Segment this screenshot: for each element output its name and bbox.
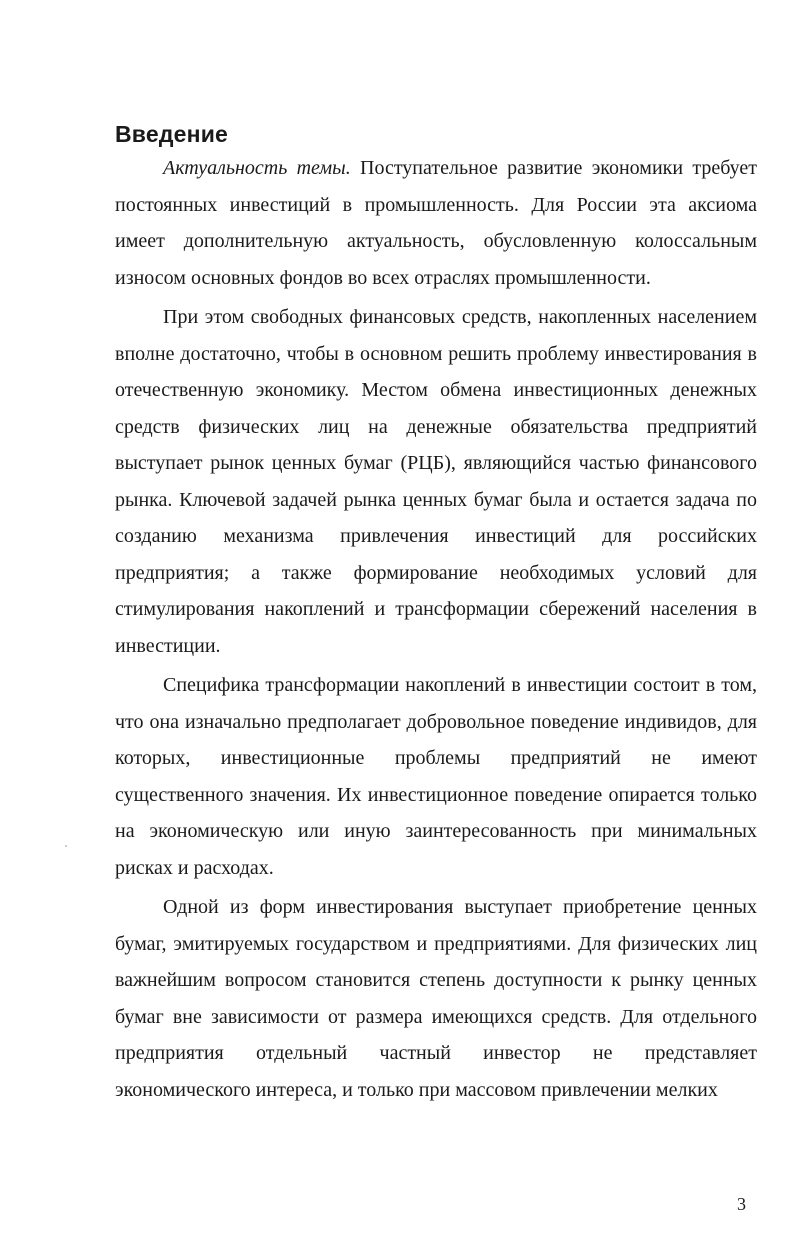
relevance-lead: Актуальность темы.	[163, 157, 351, 179]
paragraph-relevance	[115, 150, 757, 296]
body-text	[115, 150, 757, 1108]
section-heading: Введение	[115, 121, 229, 147]
paragraph-savings: При этом свободных финансовых средств, накопленных населением вполне достаточно, чтобы в основном решить проблему инвестирования в отечественную экономику. Местом обмена инвестиционных денежных средств физических лиц на денежные обязательства предприятий выступает рынок ценных бумаг (РЦБ), являющийся частью финансового рынка. Ключевой задачей рынка ценных бумаг была и остается задача по созданию механизма привлечения инвестиций для российских предприятия; а также формирование необходимых условий для стимулирования накоплений и трансформации сбережений населения в инвестиции.	[115, 306, 757, 657]
paragraph-investment-forms: Одной из форм инвестирования выступает приобретение ценных бумаг, эмитируемых государством и предприятиями. Для физических лиц важнейшим вопросом становится степень доступности к рынку ценных бумаг вне зависимости от размера имеющихся средств. Для отдельного предприятия отдельный частный инвестор не представляет экономического интереса, и только при массовом привлечении мелких	[115, 896, 757, 1101]
scan-dot	[65, 845, 67, 847]
paragraph-transformation: Специфика трансформации накоплений в инвестиции состоит в том, что она изначально предполагает добровольное поведение индивидов, для которых, инвестиционные проблемы предприятий не имеют существенного значения. Их инвестиционное поведение опирается только на экономическую или иную заинтересованность при минимальных рисках и расходах.	[115, 674, 757, 879]
page-number: 3	[737, 1194, 746, 1214]
relevance-text: Поступательное развитие экономики требует постоянных инвестиций в промышленность. Для России эта аксиома имеет дополнительную актуальность, обусловленную колоссальным износом основных фондов во всех отраслях промышленности.	[115, 157, 757, 289]
